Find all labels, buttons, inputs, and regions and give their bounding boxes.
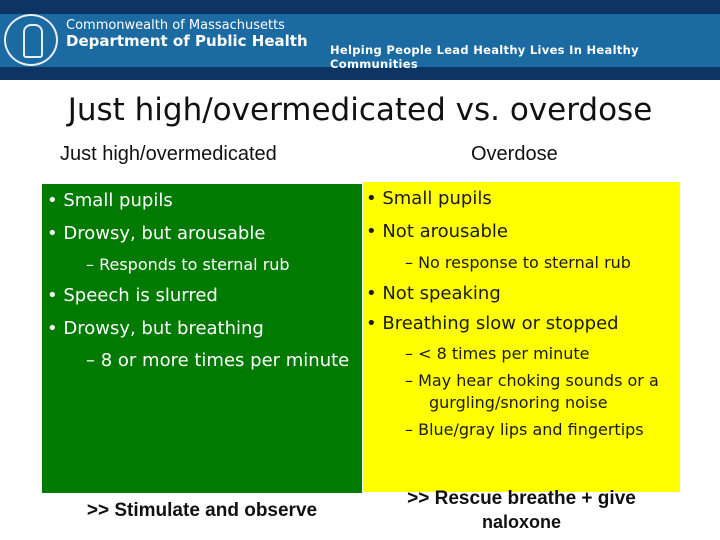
right-heading: Overdose [471,143,558,165]
list-item: • Breathing slow or stopped [366,313,619,334]
overdose-action-line1: >> Rescue breathe + give [407,488,636,509]
org-line1: Commonwealth of Massachusetts [66,18,285,33]
list-item: – Responds to sternal rub [86,255,290,274]
list-item: • Speech is slurred [47,285,218,306]
list-item: – May hear choking sounds or a [405,371,659,390]
left-heading: Just high/overmedicated [60,143,277,165]
high-box [42,184,362,493]
overdose-box [363,182,680,492]
list-item: – < 8 times per minute [405,344,590,363]
list-item: • Small pupils [47,190,173,211]
org-line2: Department of Public Health [66,32,308,50]
list-item: • Drowsy, but breathing [47,318,264,339]
list-item: • Drowsy, but arousable [47,223,266,244]
list-item: – Blue/gray lips and fingertips [405,420,644,439]
list-item: • Small pupils [366,188,492,209]
state-seal-icon [4,14,58,66]
list-item: – 8 or more times per minute [86,350,350,371]
slide-title: Just high/overmedicated vs. overdose [67,92,653,128]
high-action: >> Stimulate and observe [86,500,318,521]
list-item: • Not speaking [366,283,501,304]
list-item: gurgling/snoring noise [429,393,608,412]
overdose-action-line2: naloxone [481,512,561,532]
list-item: • Not arousable [366,221,508,242]
list-item: – No response to sternal rub [405,253,631,272]
tagline: Helping People Lead Healthy Lives In Healthy Communities [330,43,639,71]
